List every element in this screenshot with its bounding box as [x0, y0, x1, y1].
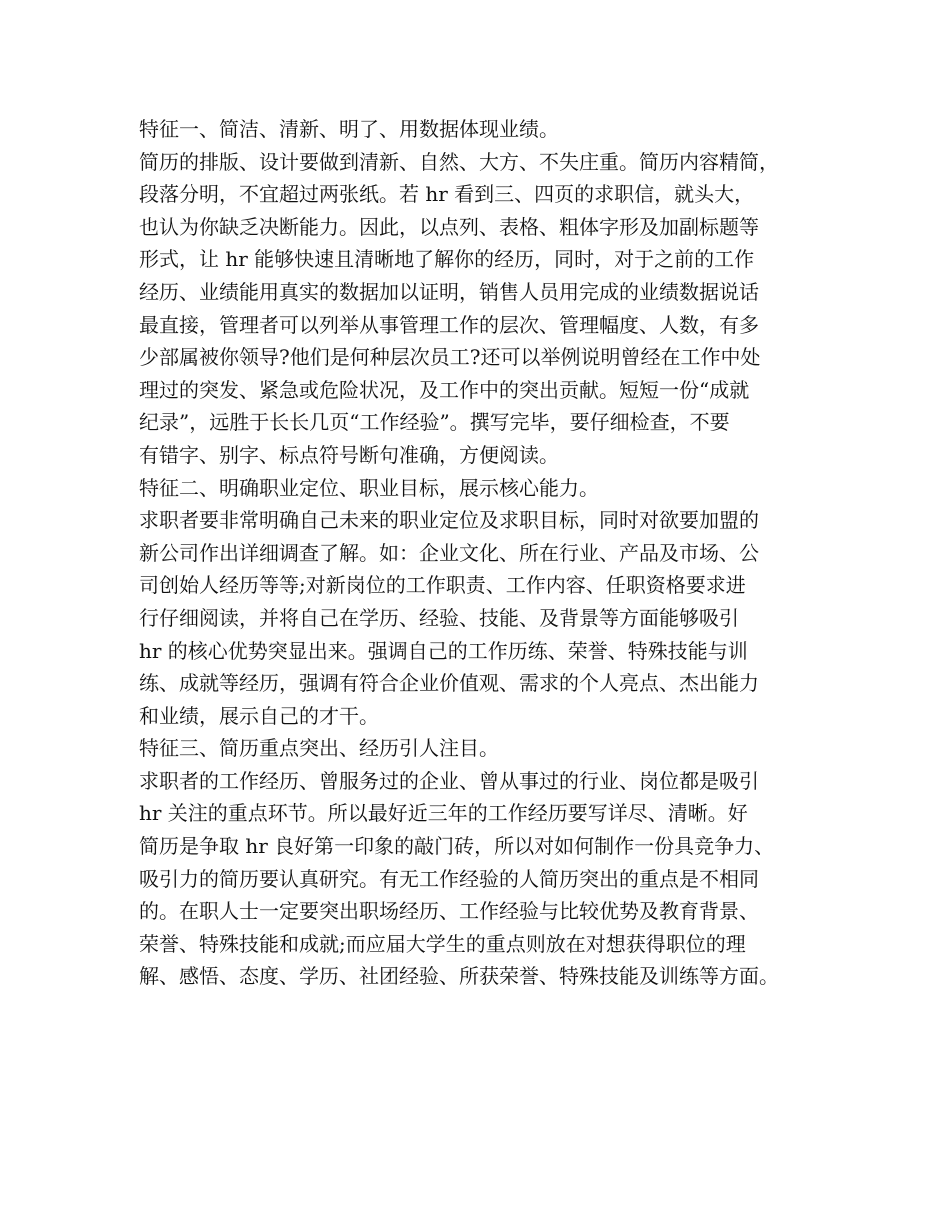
text-line: 的。在职人士一定要突出职场经历、工作经验与比较优势及教育背景、 [139, 899, 759, 924]
text-line: 行仔细阅读，并将自己在学历、经验、技能、及背景等方面能够吸引 [139, 605, 739, 630]
text-line: 和业绩，展示自己的才干。 [139, 703, 379, 728]
text-line: 也认为你缺乏决断能力。因此，以点列、表格、粗体字形及加副标题等 [139, 214, 759, 239]
body-text [139, 113, 829, 993]
text-line: 解、感悟、态度、学历、社团经验、所获荣誉、特殊技能及训练等方面。 [139, 964, 779, 989]
text-line: 求职者的工作经历、曾服务过的企业、曾从事过的行业、岗位都是吸引 [139, 768, 759, 793]
text-line: 特征三、简历重点突出、经历引人注目。 [139, 736, 499, 761]
text-line: 少部属被你领导?他们是何种层次员工?还可以举例说明曾经在工作中处 [139, 345, 761, 370]
text-line: 有错字、别字、标点符号断句准确，方便阅读。 [139, 442, 559, 467]
text-line: 求职者要非常明确自己未来的职业定位及求职目标，同时对欲要加盟的 [139, 508, 759, 533]
text-line: 练、成就等经历，强调有符合企业价值观、需求的个人亮点、杰出能力 [139, 671, 759, 696]
text-line: 最直接，管理者可以列举从事管理工作的层次、管理幅度、人数，有多 [139, 312, 759, 337]
text-line: 新公司作出详细调查了解。如：企业文化、所在行业、产品及市场、公 [139, 540, 759, 565]
text-line: 简历是争取 hr 良好第一印象的敲门砖，所以对如何制作一份具竞争力、 [139, 834, 775, 859]
text-line: 理过的突发、紧急或危险状况，及工作中的突出贡献。短短一份“成就 [139, 377, 750, 402]
text-line: 段落分明，不宜超过两张纸。若 hr 看到三、四页的求职信，就头大， [139, 182, 755, 207]
text-line: hr 关注的重点环节。所以最好近三年的工作经历要写详尽、清晰。好 [139, 801, 748, 826]
text-line: 荣誉、特殊技能和成就;而应届大学生的重点则放在对想获得职位的理 [139, 931, 746, 956]
text-line: 形式，让 hr 能够快速且清晰地了解你的经历，同时，对于之前的工作 [139, 247, 755, 272]
text-line: 经历、业绩能用真实的数据加以证明，销售人员用完成的业绩数据说话 [139, 279, 759, 304]
text-line: 纪录”，远胜于长长几页“工作经验”。撰写完毕，要仔细检查，不要 [139, 410, 730, 435]
text-line: 特征一、简洁、清新、明了、用数据体现业绩。 [139, 117, 559, 141]
text-line: 特征二、明确职业定位、职业目标，展示核心能力。 [139, 475, 599, 500]
text-line: 吸引力的简历要认真研究。有无工作经验的人简历突出的重点是不相同 [139, 866, 759, 891]
text-line: 简历的排版、设计要做到清新、自然、大方、不失庄重。简历内容精简， [139, 149, 779, 174]
text-line: 司创始人经历等等;对新岗位的工作职责、工作内容、任职资格要求进 [139, 573, 746, 598]
text-line: hr 的核心优势突显出来。强调自己的工作历练、荣誉、特殊技能与训 [139, 638, 748, 663]
